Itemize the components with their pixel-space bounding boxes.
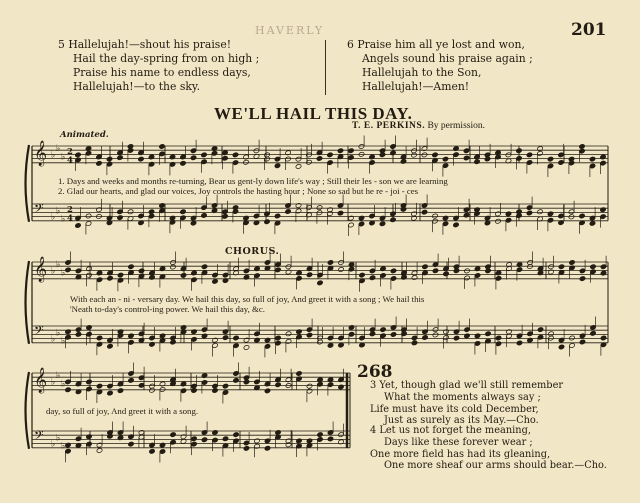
system-2-bass-note (212, 337, 218, 343)
verse-2-lyrics: 2. Glad our hearts, and glad our voices, Joy controls the hasting hour ; None so sad but he re - joi - ces (58, 186, 419, 196)
system-3-bass-note (149, 449, 155, 455)
system-3-treble-clef: 𝄞 (34, 368, 48, 393)
system-1-treble-note (75, 152, 81, 158)
system-1-bass-note (358, 215, 364, 221)
system-1-bass-note (159, 203, 165, 209)
system-2-treble-note (422, 264, 428, 270)
system-1-bass-note (264, 219, 270, 225)
verse-1-lyrics: 1. Days and weeks and months re-turning, Bear us gent-ly down life's way ; Still their les - son we are learning (58, 176, 448, 186)
system-2-bass-note (264, 337, 270, 343)
hymn-268-number: 268 (357, 362, 393, 382)
system-2-bass-note (537, 327, 543, 333)
stanza-5-line-2: Hail the day-spring from on high ; (73, 52, 260, 65)
system-2-treble-note (201, 264, 207, 270)
system-2-bass-key: ♭ (61, 336, 66, 347)
system-2-treble-note (411, 275, 417, 281)
system-1-treble-note (117, 155, 123, 161)
system-1-bass-note (222, 214, 228, 220)
system-1-treble-note (558, 160, 564, 166)
system-2-brace (26, 261, 30, 344)
system-2-treble-note (485, 268, 491, 274)
system-3-treble-note (107, 390, 113, 396)
system-2-bass-note (443, 329, 449, 335)
system-2-bass-note (306, 332, 312, 338)
system-3-bass-clef: 𝄢 (34, 428, 44, 446)
system-2-bass-note (464, 333, 470, 339)
stanza-6-line-2: Angels sound his praise again ; (362, 52, 533, 65)
system-2-treble-key: ♭ (61, 268, 66, 279)
system-3-treble-note (117, 388, 123, 394)
system-2-bass-clef: 𝄢 (34, 323, 44, 341)
system-1-treble-note (579, 144, 585, 150)
system-1-treble-note (138, 156, 144, 162)
system-3-bass-note (254, 438, 260, 444)
system-1-treble-note (589, 156, 595, 162)
system-1-bass-note (537, 209, 543, 215)
system-1-bass-note (589, 221, 595, 227)
system-3-treble-note (243, 379, 249, 385)
system-3-bass-note (96, 448, 102, 454)
system-3-bass-note (128, 441, 134, 447)
system-2-treble-note (149, 275, 155, 281)
system-1-treble-note (547, 156, 553, 162)
stanza-3-line-1: 3 Yet, though glad we'll still remember (370, 380, 564, 391)
system-1-bass-time-top: 2 (67, 205, 73, 215)
system-2-treble-note (453, 268, 459, 274)
system-1-bass-note (579, 213, 585, 219)
system-1-treble-clef: 𝄞 (34, 141, 48, 166)
system-2-bass-note (348, 325, 354, 331)
system-2-treble-note (243, 274, 249, 280)
system-1-treble-note (463, 155, 469, 161)
system-2-treble-note (432, 268, 438, 274)
system-1-treble-note (379, 152, 385, 158)
system-1-bass-note (390, 217, 396, 223)
system-2-treble-key: ♭ (56, 260, 61, 271)
system-2-treble-note (117, 272, 123, 278)
system-3-treble-note (306, 383, 312, 389)
system-1-treble-note (274, 163, 280, 169)
system-2-treble-note (327, 260, 333, 266)
system-2-bass-note (191, 329, 197, 335)
system-1-treble-note (516, 148, 522, 154)
chorus-lyrics-line-2: 'Neath to-day's control-ing power. We hail this day, &c. (70, 304, 265, 314)
page-number: 201 (571, 20, 607, 40)
system-1-treble-key: ♭ (56, 144, 61, 155)
system-2-bass-note (96, 335, 102, 341)
system-1-treble-note (243, 159, 249, 165)
system-2-treble-note (443, 271, 449, 277)
system-1-treble-note (106, 156, 112, 162)
hymn-268-stanza-3 (370, 380, 563, 427)
stanza-4-line-2: Days like these forever wear ; (384, 436, 533, 448)
stanza-6-line-4: Hallelujah!—Amen! (362, 80, 470, 93)
system-1-treble-note (400, 159, 406, 165)
system-2-treble-note (317, 280, 323, 286)
system-1-treble-note (421, 152, 427, 158)
system-3-treble-key: ♭ (56, 371, 61, 382)
system-3-treble-note (149, 388, 155, 394)
system-2-bass-note (432, 332, 438, 338)
system-2-bass-note (485, 331, 491, 337)
system-1-treble-note (474, 159, 480, 165)
system-1-bass-note (442, 215, 448, 221)
system-3-brace (26, 372, 30, 449)
system-3-bass-note (222, 436, 228, 442)
system-1-bass-note (547, 211, 553, 217)
system-1-treble-key: ♭ (51, 150, 56, 161)
system-3-bass-note (317, 432, 323, 438)
stanza-6-line-3: Hallelujah to the Son, (362, 66, 482, 79)
system-2-treble-note (390, 268, 396, 274)
system-2-bass-note (180, 325, 186, 331)
system-2-bass-note (243, 345, 249, 351)
system-1-bass-note (85, 213, 91, 219)
system-3-bass-note (86, 434, 92, 440)
system-2-treble-note (558, 264, 564, 270)
system-1-bass-note (285, 209, 291, 215)
system-2-treble-note (275, 267, 281, 273)
system-1-bass-note (117, 215, 123, 221)
system-1-bass-note (274, 213, 280, 219)
system-3-bass-note (191, 436, 197, 442)
system-2-treble-note (107, 275, 113, 281)
system-2-bass-note (569, 335, 575, 341)
system-3-bass-note (201, 437, 207, 443)
system-2-bass-key: ♭ (51, 334, 56, 345)
system-3-treble-note (264, 388, 270, 394)
system-1-treble-note (484, 156, 490, 162)
system-2-treble-note (170, 264, 176, 270)
system-1-bass-key: ♭ (51, 212, 56, 223)
system-2-bass-note (579, 339, 585, 345)
system-1-treble-note (96, 161, 102, 167)
system-1-treble-note (327, 152, 333, 158)
faded-running-header: HAVERLY (255, 24, 325, 37)
stanza-4-line-1: 4 Let us not forget the meaning, (370, 425, 531, 436)
system-3-bass-note (296, 438, 302, 444)
system-2-bass-note (390, 332, 396, 338)
stanza-3-line-3: Life must have its cold December, (370, 403, 539, 415)
system-1-bass-note (495, 218, 501, 224)
system-3-bass-key: ♭ (56, 433, 61, 444)
system-2-treble-note (338, 267, 344, 273)
stanza-5-line-1: 5 Hallelujah!—shout his praise! (58, 38, 232, 51)
system-2-bass-note (107, 343, 113, 349)
system-1-treble-note (232, 152, 238, 158)
system-2-bass-note (275, 335, 281, 341)
stanza-3-line-4: Just as surely as its May.—Cho. (384, 415, 539, 427)
system-2-bass-note (327, 343, 333, 349)
tempo-marking: Animated. (60, 130, 109, 140)
system-1-treble-note (180, 161, 186, 167)
system-2-treble-clef: 𝄞 (34, 257, 48, 282)
system-1-treble-note (526, 152, 532, 158)
system-2-treble-note (579, 276, 585, 282)
system-1-treble-note (159, 144, 165, 150)
system-1-bass-note (295, 203, 301, 209)
system-3-bass-note (327, 436, 333, 442)
system-2-treble-note (359, 272, 365, 278)
system-3-bass-note (170, 432, 176, 438)
stanza-5-line-4: Hallelujah!—to the sky. (73, 80, 200, 93)
system-3-treble-note (212, 388, 218, 394)
system-3-treble-note (191, 388, 197, 394)
system-3-bass-key: ♭ (61, 441, 66, 452)
system-2-treble-note (464, 268, 470, 274)
system-1-bass-note (243, 215, 249, 221)
system-2-bass-note (516, 340, 522, 346)
system-2-treble-note (128, 264, 134, 270)
system-2-bass-note (296, 329, 302, 335)
system-1-bass-note (421, 209, 427, 215)
system-3-bass-note (233, 432, 239, 438)
system-1-treble-key: ♭ (61, 152, 66, 163)
system-3-bass-note (159, 442, 165, 448)
system-1-bass-note (180, 209, 186, 215)
system-1-bass-note (316, 205, 322, 211)
system-1-bass-note (127, 209, 133, 215)
system-3-bass-key: ♭ (51, 439, 56, 450)
system-2-bass-note (422, 335, 428, 341)
system-2-bass-note (222, 335, 228, 341)
system-3-treble-note (296, 371, 302, 377)
system-1-treble-note (411, 152, 417, 158)
system-2-treble-note (65, 267, 71, 273)
system-2-bass-note (86, 325, 92, 331)
system-2-bass-note (590, 331, 596, 337)
system-1-bass-note (201, 213, 207, 219)
system-1-treble-note (442, 156, 448, 162)
system-2-treble-note (212, 279, 218, 285)
system-3-treble-note (128, 378, 134, 384)
system-2-bass-note (380, 327, 386, 333)
chorus-label: CHORUS. (225, 246, 280, 257)
system-2-bass-note (474, 333, 480, 339)
system-1-bass-note (348, 215, 354, 221)
system-3-treble-note (338, 384, 344, 390)
system-3-bass-note (243, 446, 249, 452)
system-1-bass-key: ♭ (61, 214, 66, 225)
stanza-4-line-4: One more sheaf our arms should bear.—Cho. (384, 460, 607, 472)
system-2-bass-note (495, 335, 501, 341)
system-2-treble-note (180, 273, 186, 279)
stanza-3-line-2: What the moments always say ; (384, 391, 541, 403)
system-2-treble-note (600, 270, 606, 276)
system-1-bass-clef: 𝄢 (34, 201, 44, 219)
system-2-bass-note (453, 335, 459, 341)
system-2-bass-note (170, 339, 176, 345)
system-1-treble-note (390, 150, 396, 156)
system-1-bass-note (379, 221, 385, 227)
system-2-bass-note (65, 329, 71, 335)
system-1-bass-note (432, 213, 438, 219)
system-3-bass-note (212, 430, 218, 436)
system-1-bass-note (526, 210, 532, 216)
system-1-bass-note (75, 223, 81, 229)
system-3-treble-note (222, 383, 228, 389)
hymn-268-stanza-4 (370, 425, 607, 472)
system-2-bass-note (600, 335, 606, 341)
system-1-treble-note (337, 148, 343, 154)
system-3-bass-note (275, 430, 281, 436)
chorus-lyrics-line-1: With each an - ni - versary day. We hail this day, so full of joy, And greet it with a song ; We hail this (70, 294, 425, 304)
stanza-5-line-3: Praise his name to endless days, (73, 66, 251, 79)
composer-name: T. E. PERKINS. (352, 121, 426, 131)
system-2-bass-note (128, 333, 134, 339)
system-3-treble-key: ♭ (51, 377, 56, 388)
system-2-bass-note (159, 333, 165, 339)
permission-note: By permission. (427, 121, 485, 131)
system-2-bass-key: ♭ (56, 328, 61, 339)
system-2-bass-note (75, 332, 81, 338)
system-3-treble-note (86, 379, 92, 385)
system-2-bass-note (411, 340, 417, 346)
system-1-bass-note (463, 212, 469, 218)
system-2-treble-note (369, 275, 375, 281)
hymn-title: WE'LL HAIL THIS DAY. (214, 104, 413, 123)
system-2-treble-note (306, 272, 312, 278)
system-1-bass-note (600, 207, 606, 213)
system-2-bass-note (233, 335, 239, 341)
stanza-4-line-3: One more field has had its gleaning, (370, 448, 551, 460)
system-1-treble-note (190, 155, 196, 161)
system-2-treble-note (569, 260, 575, 266)
system-2-treble-note (138, 268, 144, 274)
system-1-treble-time-top: 2 (67, 147, 73, 157)
system-1-brace (26, 145, 30, 222)
system-2-treble-key: ♭ (51, 266, 56, 277)
system-2-bass-note (369, 331, 375, 337)
system-3-treble-note (65, 387, 71, 393)
system-1-bass-note (505, 211, 511, 217)
system-1-bass-note (453, 222, 459, 228)
system-1-treble-note (316, 156, 322, 162)
system-2-bass-note (558, 344, 564, 350)
system-3-bass-note (65, 442, 71, 448)
system-1-bass-note (337, 210, 343, 216)
system-3-bass-note (264, 445, 270, 451)
system-1-treble-note (348, 148, 354, 154)
system-1-treble-note (432, 152, 438, 158)
system-1-treble-note (201, 152, 207, 158)
system-3-treble-note (275, 382, 281, 388)
system-2-bass-note (285, 331, 291, 337)
system-1-treble-note (295, 164, 301, 170)
stanza-6-line-1: 6 Praise him all ye lost and won, (347, 38, 525, 51)
system-3-treble-key: ♭ (61, 379, 66, 390)
system-3-treble-note (233, 378, 239, 384)
system-1-bass-time-bottom: 4 (67, 213, 73, 224)
system-1-bass-key: ♭ (56, 206, 61, 217)
system-2-treble-note (590, 264, 596, 270)
system-3-lyrics: day, so full of joy, And greet it with a song. (46, 406, 199, 416)
system-1-treble-time-bottom: 4 (67, 155, 73, 166)
system-3-treble-note (96, 383, 102, 389)
